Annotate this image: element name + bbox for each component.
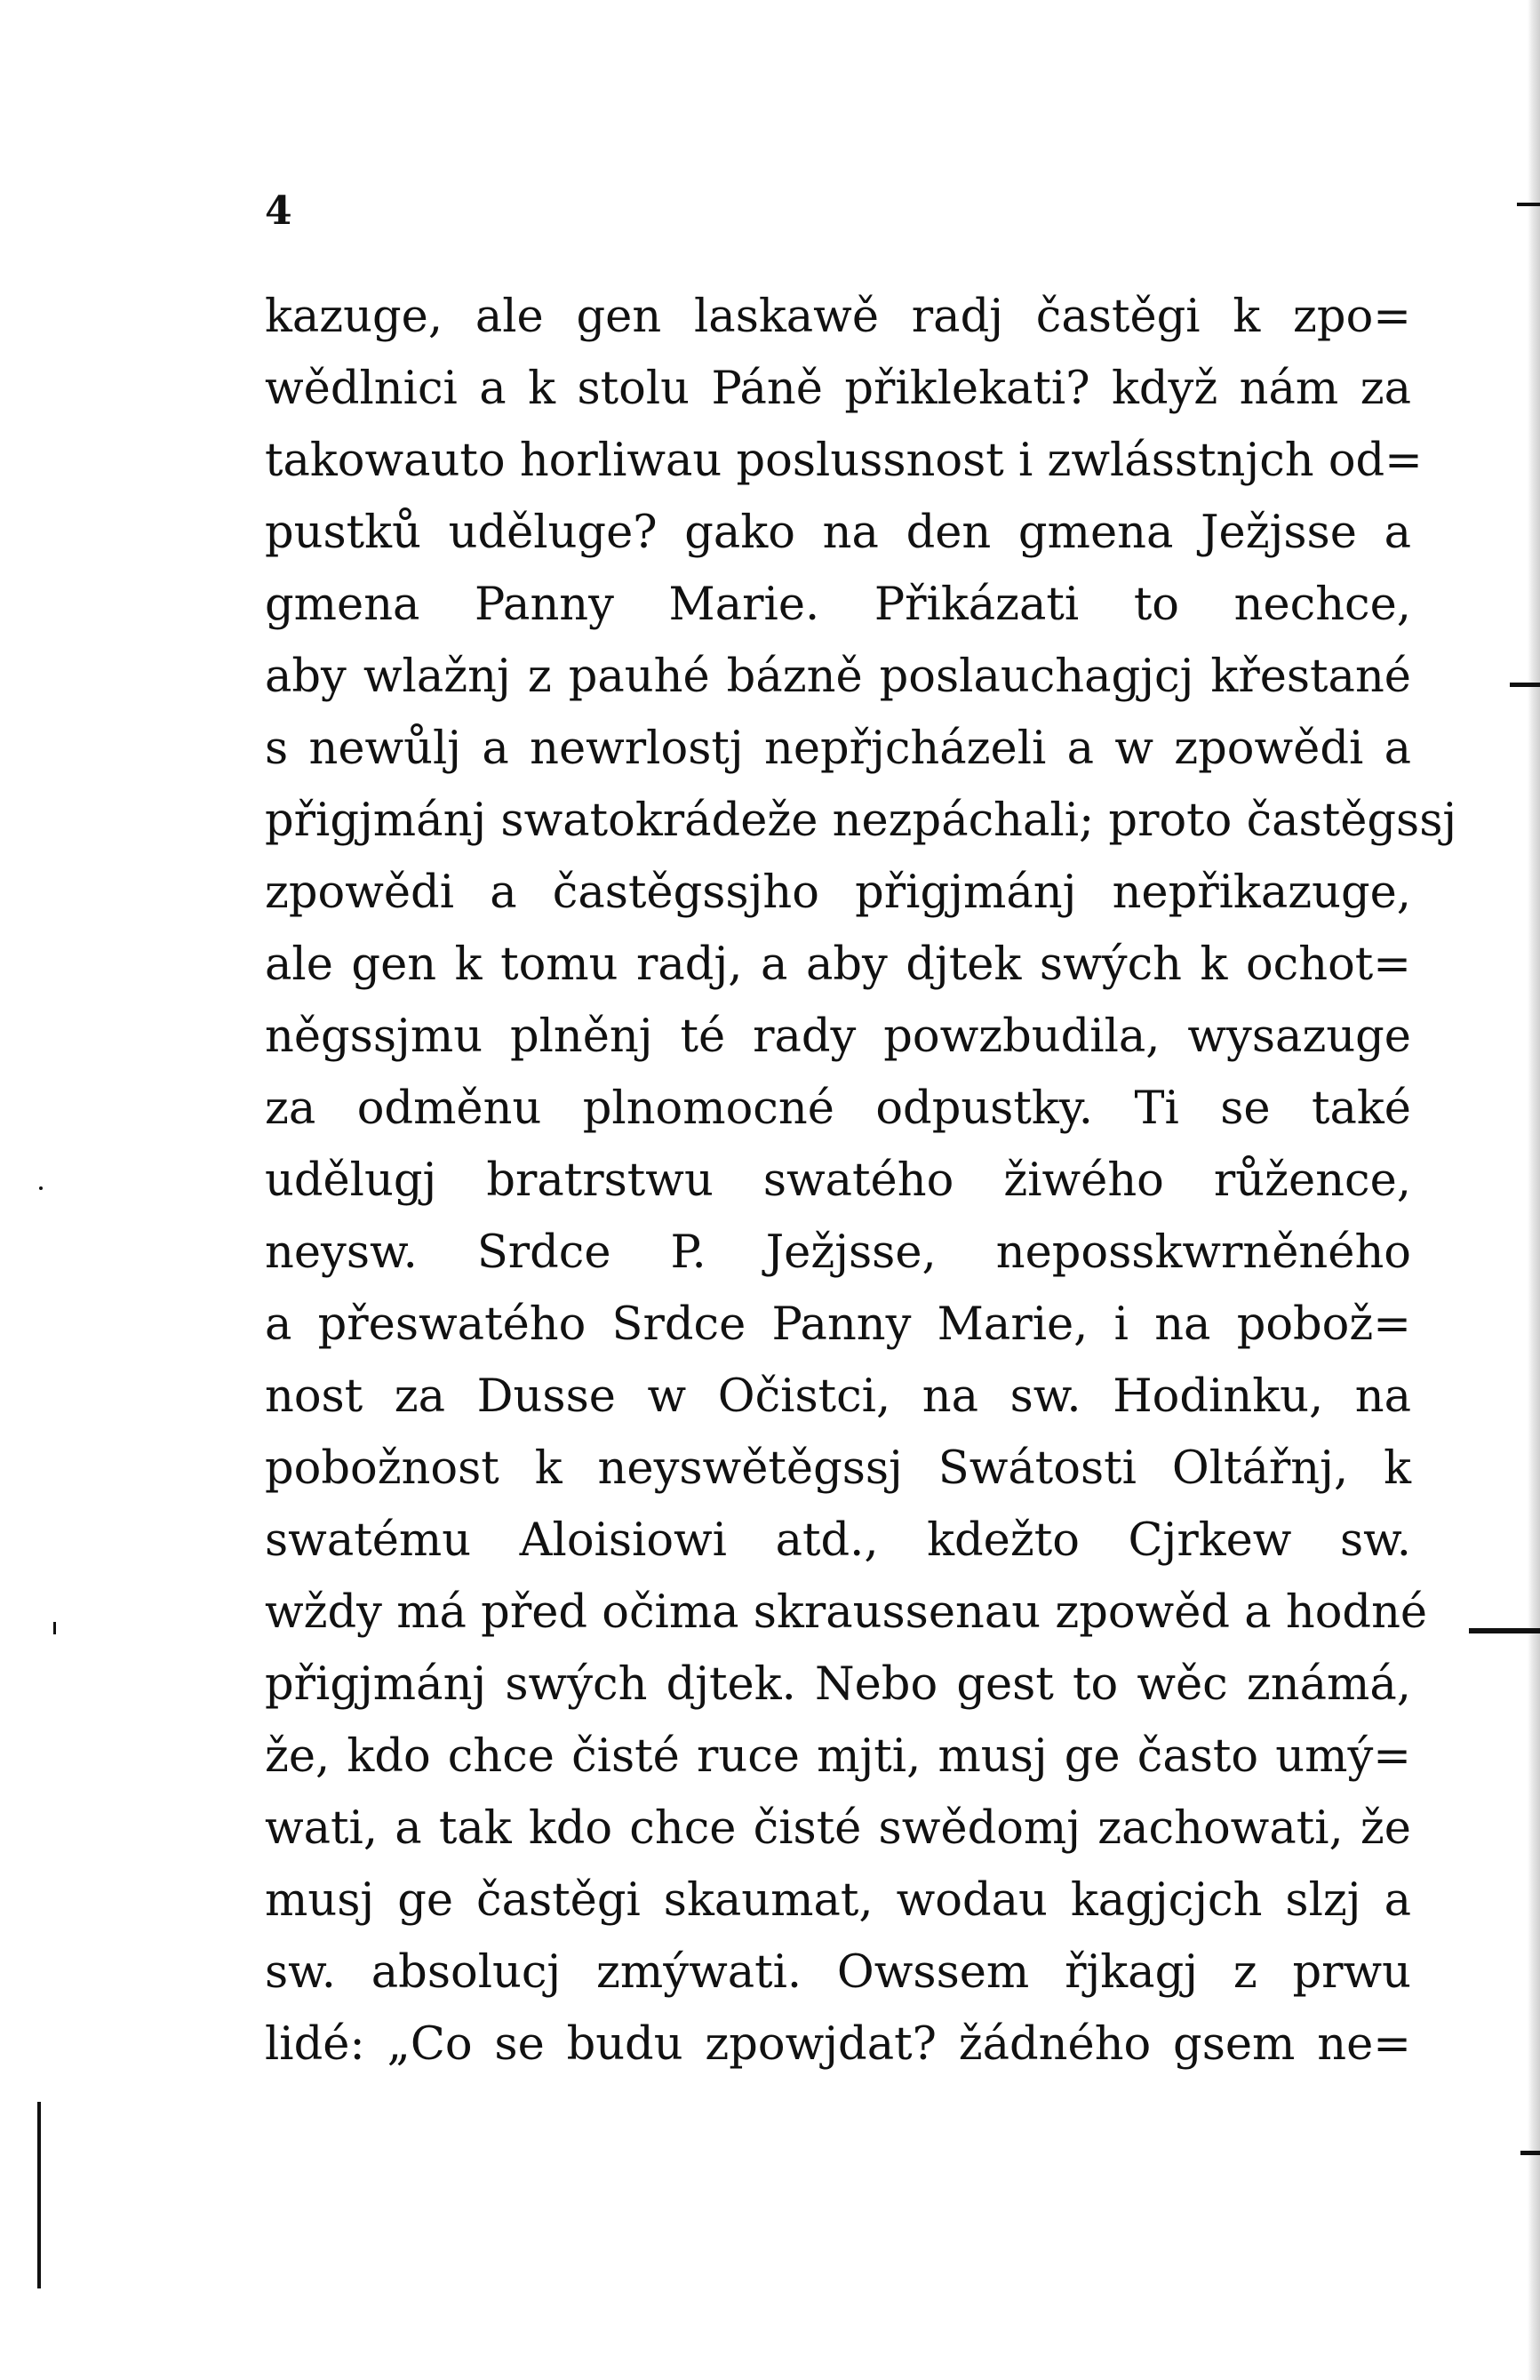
speck: [53, 1622, 56, 1634]
text-line: neysw. Srdce P. Ježjsse, neposskwrněného: [265, 1226, 1411, 1279]
text-line: přigjmánj swých djtek. Nebo gest to wěc známá,: [265, 1658, 1411, 1711]
text-line: swatému Aloisiowi atd., kdežto Cjrkew sw.: [265, 1514, 1411, 1567]
page-edge-shadow: [1528, 0, 1540, 2380]
text-line: wědlnici a k stolu Páně přiklekati? když nám za: [265, 363, 1411, 415]
edge-tick-mark: [1517, 203, 1540, 206]
text-line: s newůlj a newrlostj nepřjcházeli a w zpowědi a: [265, 723, 1411, 775]
text-line: takowauto horliwau poslussnost i zwlásstnjch od=: [265, 435, 1423, 487]
page-number: 4: [265, 188, 292, 234]
text-line: za odměnu plnomocné odpustky. Ti se také: [265, 1082, 1411, 1135]
text-line: lidé: „Co se budu zpowjdat? žádného gsem ne=: [265, 2018, 1411, 2071]
edge-tick-mark: [1520, 2151, 1540, 2155]
text-line: že, kdo chce čisté ruce mjti, musj ge často umý=: [265, 1730, 1411, 1783]
text-line: udělugj bratrstwu swatého žiwého růžence,: [265, 1154, 1411, 1207]
text-line: přigjmánj swatokrádeže nezpáchali; proto častěgssj: [265, 795, 1457, 847]
text-line: zpowědi a častěgssjho přigjmánj nepřikazuge,: [265, 867, 1411, 919]
text-line: wždy má před očima skraussenau zpowěd a hodné: [265, 1586, 1428, 1639]
text-line: pobožnost k neyswětěgssj Swátosti Oltářnj, k: [265, 1442, 1411, 1495]
text-line: sw. absolucj zmýwati. Owssem řjkagj z prwu: [265, 1946, 1411, 1999]
binding-line: [37, 2102, 41, 2288]
edge-tick-mark: [1469, 1628, 1540, 1633]
text-line: nost za Dusse w Očistci, na sw. Hodinku, na: [265, 1370, 1411, 1423]
text-line: aby wlažnj z pauhé bázně poslauchagjcj křestané: [265, 651, 1411, 703]
speck: [39, 1186, 43, 1190]
text-line: pustků uděluge? gako na den gmena Ježjsse a: [265, 507, 1411, 559]
text-line: wati, a tak kdo chce čisté swědomj zachowati, že: [265, 1802, 1411, 1855]
text-line: ale gen k tomu radj, a aby djtek swých k ochot=: [265, 938, 1411, 991]
text-line: gmena Panny Marie. Přikázati to nechce,: [265, 579, 1411, 631]
body-text: [265, 281, 1457, 2081]
text-line: musj ge častěgi skaumat, wodau kagjcjch slzj a: [265, 1874, 1411, 1927]
text-line: něgssjmu plněnj té rady powzbudila, wysazuge: [265, 1010, 1411, 1063]
text-line: kazuge, ale gen laskawě radj častěgi k zpo=: [265, 291, 1411, 343]
edge-tick-mark: [1510, 683, 1540, 687]
text-line: a přeswatého Srdce Panny Marie, i na pobož=: [265, 1298, 1411, 1351]
